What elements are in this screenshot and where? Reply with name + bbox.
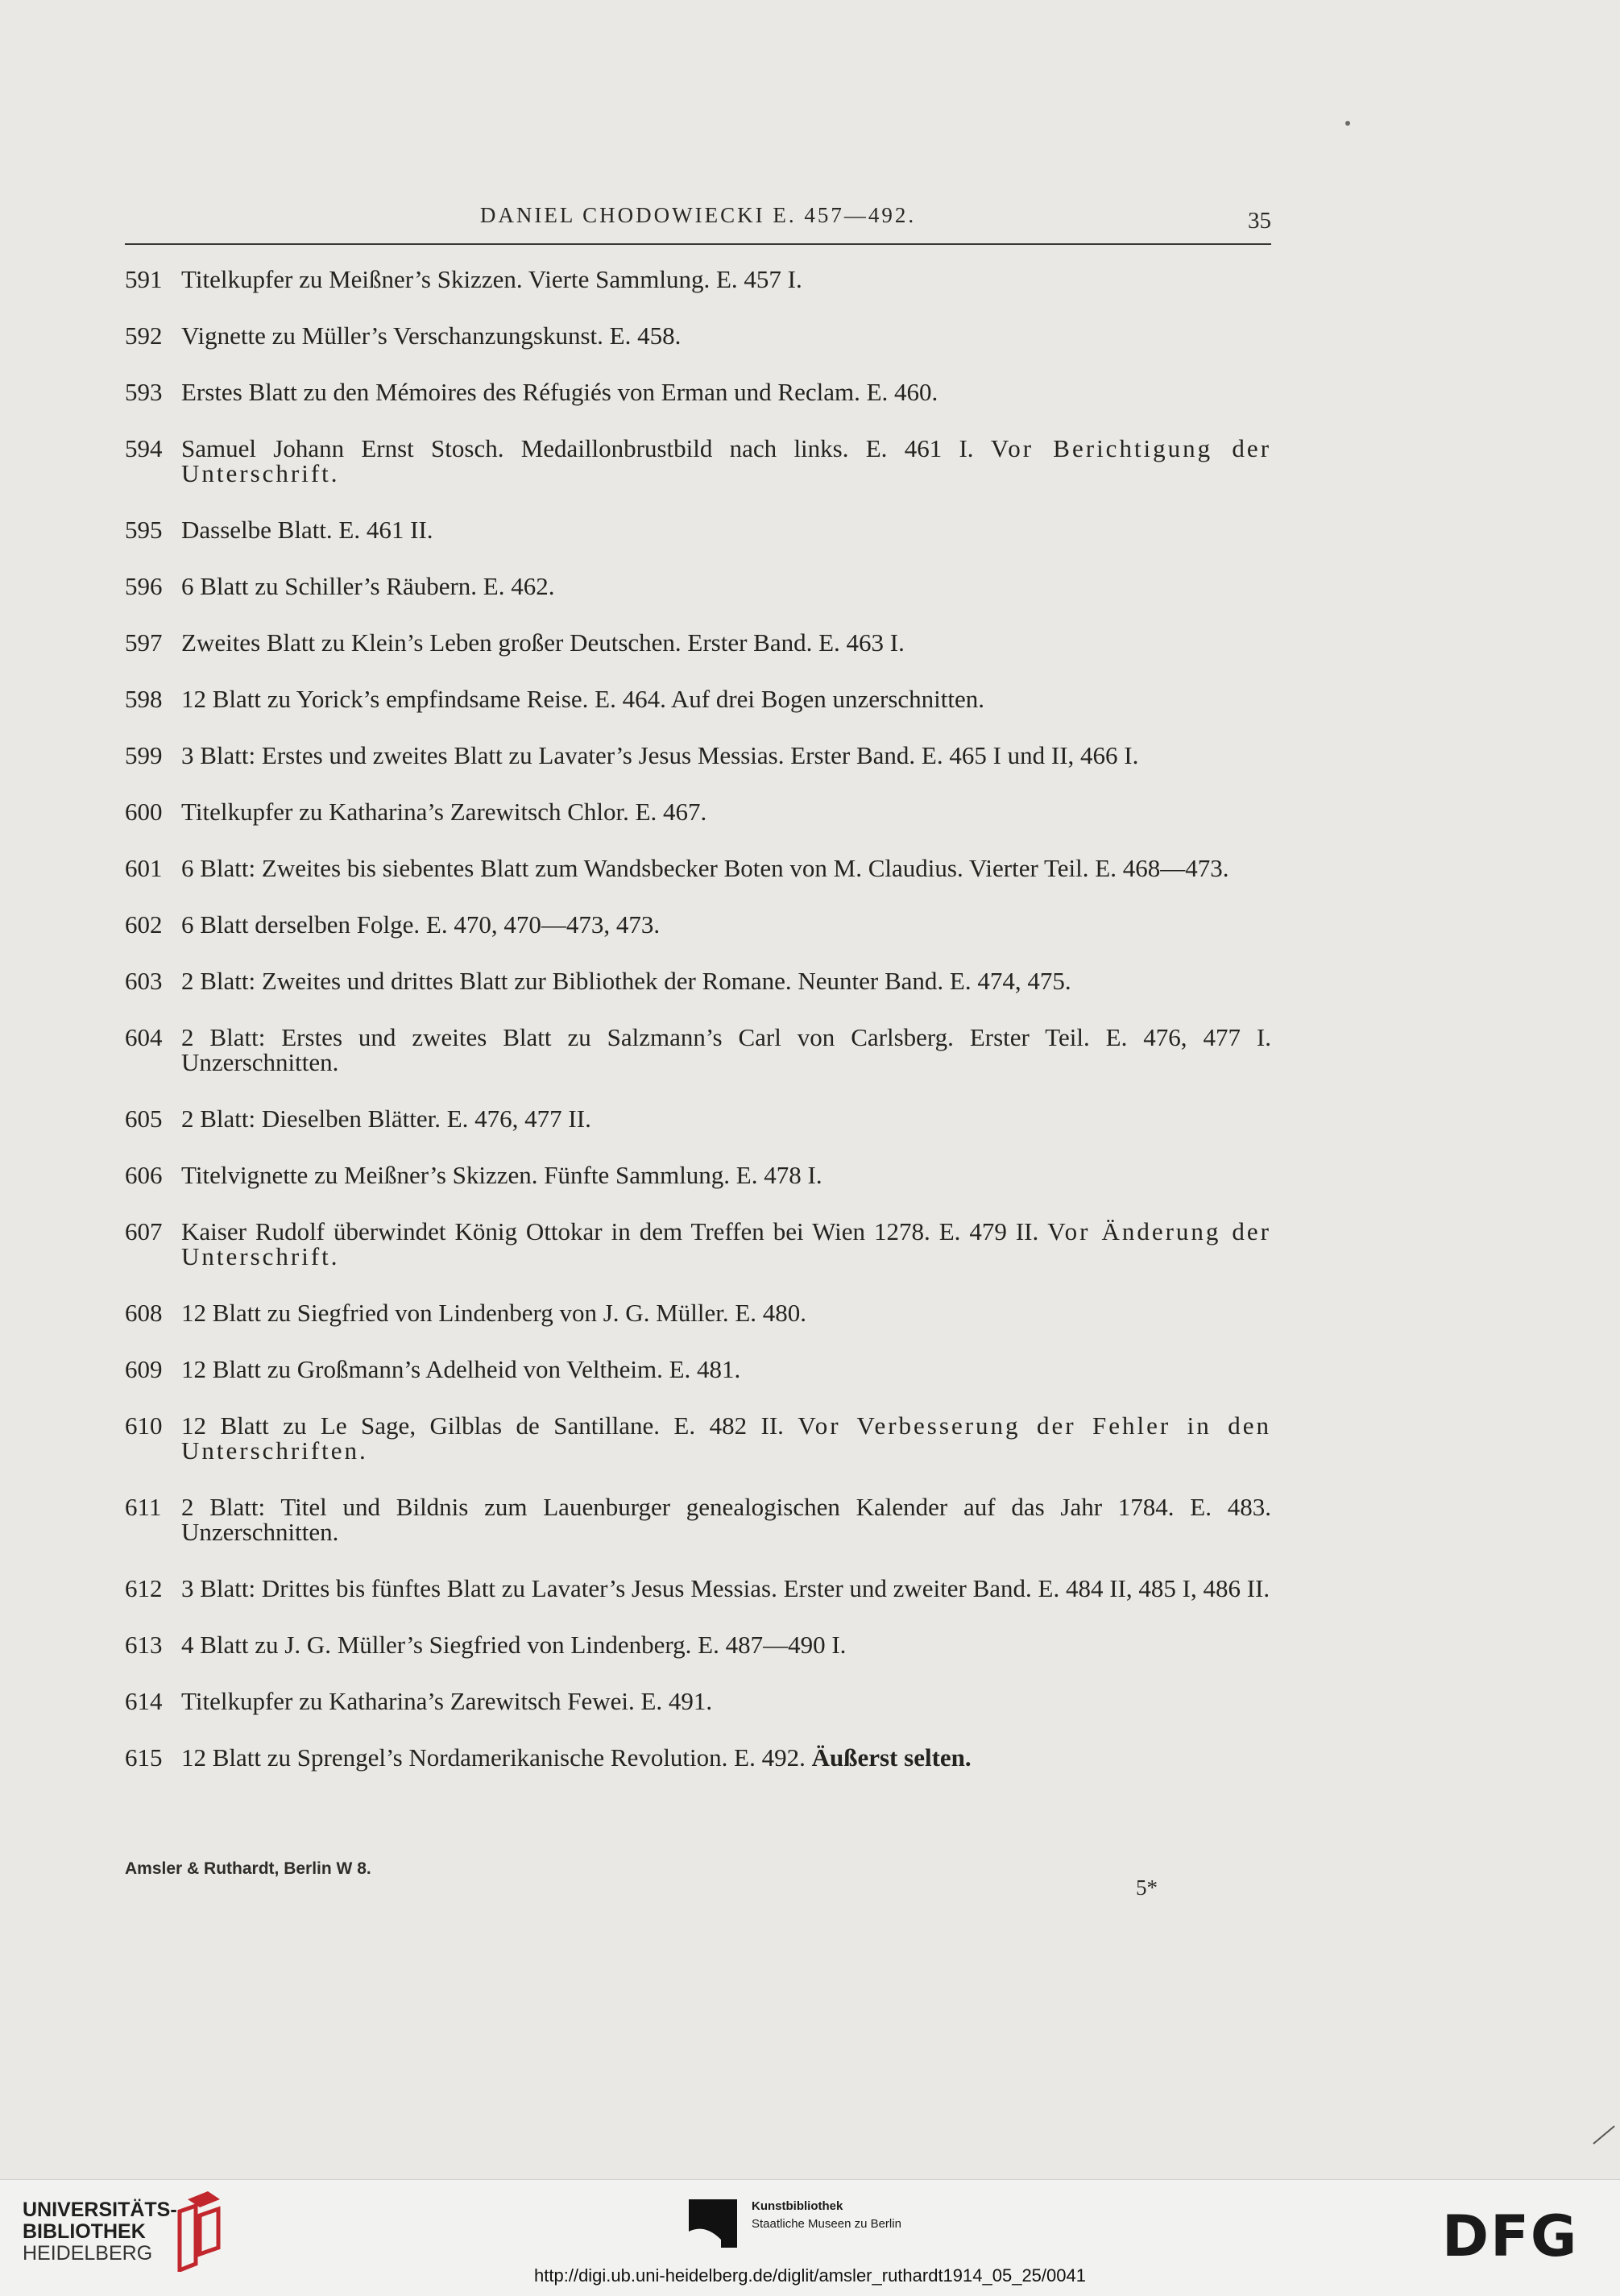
entry-text — [181, 1576, 1271, 1601]
entry-description: Titelkupfer zu Meißner’s Skizzen. Vierte Sammlung. E. 457 I. — [181, 265, 802, 293]
entry-number: 614 — [125, 1687, 163, 1715]
university-line-2: BIBLIOTHEK — [23, 2220, 146, 2243]
kunstbibliothek-subtitle: Staatliche Museen zu Berlin — [752, 2217, 901, 2231]
entry-rarity-note: Äußerst selten. — [811, 1743, 972, 1772]
entry-description: Erstes Blatt zu den Mémoires des Réfugiés von Erman und Reclam. E. 460. — [181, 378, 938, 406]
catalogue-entry — [125, 856, 1271, 881]
entry-description: Titelkupfer zu Katharina’s Zarewitsch Chlor. E. 467. — [181, 798, 707, 826]
entry-text — [181, 1413, 1271, 1463]
entry-number: 613 — [125, 1631, 163, 1659]
printer-signature: 5* — [1136, 1875, 1158, 1900]
entry-text — [181, 743, 1271, 768]
entry-text — [181, 1025, 1271, 1075]
entry-description: 12 Blatt zu Großmann’s Adelheid von Veltheim. E. 481. — [181, 1355, 741, 1383]
catalogue-entry — [125, 1576, 1271, 1601]
entry-description: 2 Blatt: Titel und Bildnis zum Lauenburger genealogischen Kalender auf das Jahr 1784. E. 483. Unzerschnitten. — [181, 1493, 1271, 1546]
entry-text — [181, 574, 1271, 599]
entry-text — [181, 1300, 1271, 1325]
catalogue-entry — [125, 1413, 1271, 1463]
entry-description: 12 Blatt zu Siegfried von Lindenberg von J. G. Müller. E. 480. — [181, 1299, 807, 1327]
university-line-1: UNIVERSITÄTS- — [23, 2199, 177, 2221]
entry-number: 598 — [125, 685, 163, 713]
entry-description: 12 Blatt zu Sprengel’s Nordamerikanische Revolution. E. 492. — [181, 1743, 806, 1772]
catalogue-entry — [125, 267, 1271, 292]
catalogue-entry — [125, 1300, 1271, 1325]
university-library-logo[interactable] — [23, 2191, 232, 2272]
entry-number: 610 — [125, 1411, 163, 1440]
catalogue-entry — [125, 686, 1271, 711]
permalink — [0, 2265, 1620, 2286]
entry-number: 611 — [125, 1493, 162, 1521]
entry-state-note: Vor Verbesserung der Fehler in den Unterschriften. — [181, 1411, 1272, 1465]
entry-description: Titelvignette zu Meißner’s Skizzen. Fünfte Sammlung. E. 478 I. — [181, 1161, 822, 1189]
entry-description: 6 Blatt derselben Folge. E. 470, 470—473, 473. — [181, 910, 661, 939]
kunstbibliothek-name: Kunstbibliothek — [752, 2199, 843, 2213]
entry-description: 4 Blatt zu J. G. Müller’s Siegfried von Lindenberg. E. 487—490 I. — [181, 1631, 847, 1659]
entry-text — [181, 630, 1271, 655]
entry-number: 597 — [125, 628, 163, 657]
entry-description: 6 Blatt zu Schiller’s Räubern. E. 462. — [181, 572, 555, 600]
entry-text — [181, 856, 1271, 881]
entry-text — [181, 968, 1271, 993]
entry-state-note: Vor Änderung der Unterschrift. — [181, 1217, 1271, 1270]
entry-text — [181, 1745, 1271, 1770]
entry-description: 3 Blatt: Erstes und zweites Blatt zu Lavater’s Jesus Messias. Erster Band. E. 465 I und II, 466 I. — [181, 741, 1139, 769]
kunstbibliothek-logo[interactable] — [689, 2199, 947, 2248]
catalogue-entry — [125, 1025, 1271, 1075]
entry-number: 593 — [125, 378, 163, 406]
entry-number: 599 — [125, 741, 163, 769]
entry-description: Samuel Johann Ernst Stosch. Medaillonbrustbild nach links. E. 461 I. — [181, 434, 974, 462]
catalogue-entry — [125, 912, 1271, 937]
publisher-imprint: Amsler & Ruthardt, Berlin W 8. — [125, 1859, 371, 1878]
entry-description: Dasselbe Blatt. E. 461 II. — [181, 516, 433, 544]
entry-number: 608 — [125, 1299, 163, 1327]
catalogue-entry — [125, 630, 1271, 655]
catalogue-entry — [125, 574, 1271, 599]
catalogue-entry — [125, 1632, 1271, 1657]
catalogue-entry — [125, 379, 1271, 404]
catalogue-entry — [125, 323, 1271, 348]
catalogue-entry — [125, 1163, 1271, 1187]
page-number: 35 — [1248, 208, 1271, 234]
entry-text — [181, 323, 1271, 348]
entry-text — [181, 1632, 1271, 1657]
dfg-logo[interactable]: DFG — [1442, 2203, 1579, 2269]
entry-text — [181, 379, 1271, 404]
entry-number: 592 — [125, 321, 163, 350]
running-header — [125, 203, 1271, 245]
entry-number: 602 — [125, 910, 163, 939]
catalogue-entry — [125, 517, 1271, 542]
entry-number: 594 — [125, 434, 163, 462]
entry-text — [181, 267, 1271, 292]
entry-number: 612 — [125, 1574, 163, 1602]
entry-description: 2 Blatt: Erstes und zweites Blatt zu Salzmann’s Carl von Carlsberg. Erster Teil. E. 476, 477 I. Unzerschnitten. — [181, 1023, 1271, 1076]
entry-number: 605 — [125, 1104, 163, 1133]
catalogue-entry — [125, 436, 1271, 486]
entry-text — [181, 1219, 1271, 1269]
entry-text — [181, 1689, 1271, 1714]
entry-number: 596 — [125, 572, 163, 600]
catalogue-entry — [125, 1219, 1271, 1269]
catalogue-entry — [125, 1745, 1271, 1770]
entry-text — [181, 517, 1271, 542]
entry-description: Vignette zu Müller’s Verschanzungskunst. E. 458. — [181, 321, 682, 350]
university-line-3: HEIDELBERG — [23, 2242, 153, 2265]
entry-number: 600 — [125, 798, 163, 826]
entry-number: 615 — [125, 1743, 163, 1772]
university-emblem-icon — [164, 2191, 228, 2272]
entry-number: 603 — [125, 967, 163, 995]
entry-text — [181, 1494, 1271, 1544]
entry-description: Zweites Blatt zu Klein’s Leben großer Deutschen. Erster Band. E. 463 I. — [181, 628, 905, 657]
running-title: DANIEL CHODOWIECKI E. 457—492. — [479, 203, 917, 227]
catalogue-entry — [125, 1689, 1271, 1714]
catalogue-entries — [125, 267, 1271, 1801]
entry-number: 591 — [125, 265, 163, 293]
entry-text — [181, 686, 1271, 711]
university-name — [23, 2199, 177, 2265]
catalogue-entry — [125, 799, 1271, 824]
entry-number: 609 — [125, 1355, 163, 1383]
entry-text — [181, 912, 1271, 937]
kunstbibliothek-icon — [689, 2199, 737, 2248]
scan-dot — [1345, 121, 1350, 126]
catalogue-entry — [125, 743, 1271, 768]
entry-description: 12 Blatt zu Yorick’s empfindsame Reise. E. 464. Auf drei Bogen unzerschnitten. — [181, 685, 984, 713]
entry-text — [181, 436, 1271, 486]
catalogue-entry — [125, 968, 1271, 993]
entry-number: 601 — [125, 854, 163, 882]
entry-description: 2 Blatt: Zweites und drittes Blatt zur Bibliothek der Romane. Neunter Band. E. 474, 475. — [181, 967, 1071, 995]
catalogue-entry — [125, 1357, 1271, 1382]
catalogue-entry — [125, 1494, 1271, 1544]
permalink-url[interactable]: http://digi.ub.uni-heidelberg.de/diglit/amsler_ruthardt1914_05_25/0041 — [534, 2265, 1086, 2286]
entry-description: 12 Blatt zu Le Sage, Gilblas de Santillane. E. 482 II. — [181, 1411, 784, 1440]
entry-description: Kaiser Rudolf überwindet König Ottokar in dem Treffen bei Wien 1278. E. 479 II. — [181, 1217, 1039, 1245]
entry-text — [181, 799, 1271, 824]
entry-text — [181, 1106, 1271, 1131]
entry-number: 606 — [125, 1161, 163, 1189]
entry-description: 6 Blatt: Zweites bis siebentes Blatt zum Wandsbecker Boten von M. Claudius. Vierter Teil. E. 468—473. — [181, 854, 1229, 882]
entry-text — [181, 1357, 1271, 1382]
entry-state-note: Vor Berichtigung der Unterschrift. — [181, 434, 1272, 487]
entry-text — [181, 1163, 1271, 1187]
entry-number: 604 — [125, 1023, 163, 1051]
entry-number: 607 — [125, 1217, 163, 1245]
entry-number: 595 — [125, 516, 163, 544]
entry-description: 2 Blatt: Dieselben Blätter. E. 476, 477 II. — [181, 1104, 591, 1133]
catalogue-entry — [125, 1106, 1271, 1131]
entry-description: 3 Blatt: Drittes bis fünftes Blatt zu Lavater’s Jesus Messias. Erster und zweiter Band. E. 484 II, 485 I, 486 II. — [181, 1574, 1270, 1602]
entry-description: Titelkupfer zu Katharina’s Zarewitsch Fewei. E. 491. — [181, 1687, 713, 1715]
